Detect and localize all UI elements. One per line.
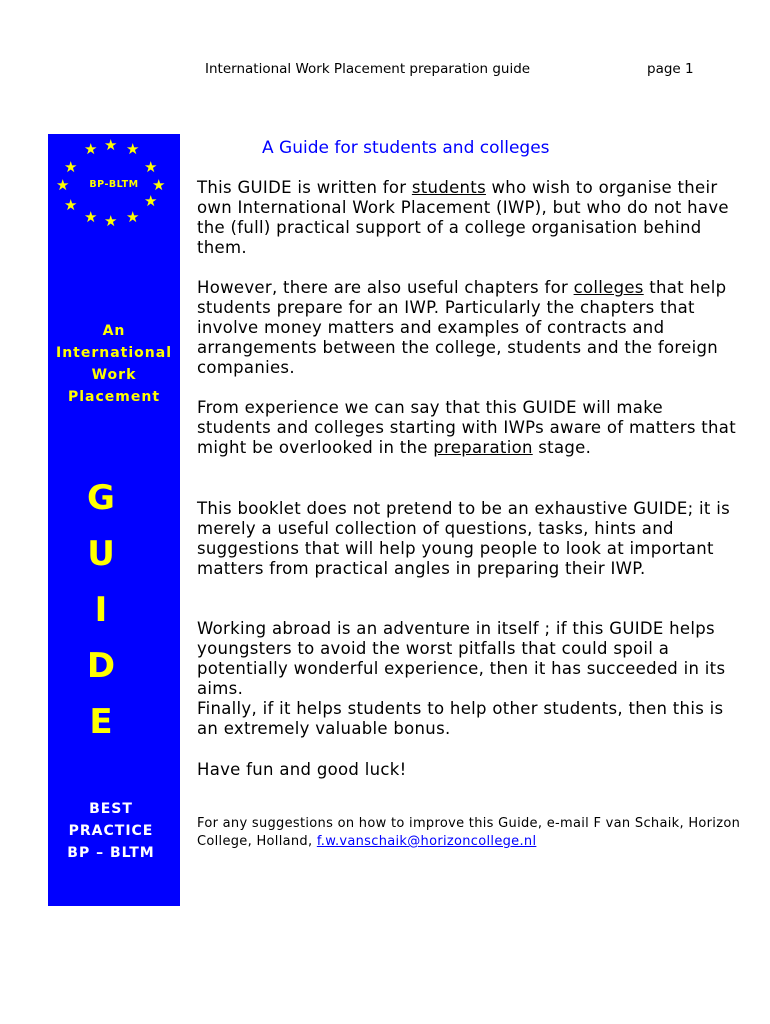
text: This GUIDE is written for [197,178,412,197]
star-icon: ★ [126,208,140,226]
paragraph-closing: Have fun and good luck! [197,760,407,779]
star-icon: ★ [56,176,70,194]
paragraph-experience [197,398,742,458]
footer-line: BP – BLTM [67,845,155,861]
text: that help students prepare for an IWP. Particularly the chapters that involve money matters and examples of contracts and arrangements between the college, students and the foreign companies. [197,278,727,377]
paragraph-colleges [197,278,742,378]
star-icon: ★ [144,192,158,210]
footer-line: BEST [89,801,133,817]
star-icon: ★ [84,140,98,158]
guide-letter: G [87,478,115,518]
guide-letter: U [87,534,115,574]
paragraph-bonus: Finally, if it helps students to help other students, then this is an extremely valuable bonus. [197,699,724,738]
guide-letter: I [94,590,108,630]
star-icon: ★ [64,158,78,176]
subtitle-line: Work [91,367,137,383]
banner-subtitle [48,320,180,408]
star-icon: ★ [64,196,78,214]
emblem-label: BP-BLTM [89,179,139,190]
guide-vertical-title [48,470,154,750]
text: However, there are also useful chapters for [197,278,574,297]
footer-line: PRACTICE [68,823,154,839]
text: From experience we can say that this GUIDE will make students and colleges starting with IWPs aware of matters that might be overlooked in the [197,398,736,457]
paragraph-booklet: This booklet does not pretend to be an exhaustive GUIDE; it is merely a useful collection of questions, tasks, hints and suggestions that will help young people to look at important matters from practical angles in preparing their IWP. [197,499,730,578]
subtitle-line: International [55,345,172,361]
cover-banner [48,134,180,906]
star-icon: ★ [84,208,98,226]
text: who wish to organise their own International Work Placement (IWP), but who do not have the (full) practical support of a college organisation behind them. [197,178,729,257]
page-number: page 1 [647,61,694,77]
star-icon: ★ [126,140,140,158]
header-title: International Work Placement preparation guide [205,61,531,77]
contact-note [197,815,742,851]
subtitle-line: Placement [67,389,161,405]
subtitle-line: An [102,323,126,339]
guide-letter: E [89,702,113,742]
underlined-term: students [411,178,486,197]
text: stage. [532,438,592,457]
star-icon: ★ [104,136,118,154]
guide-letter: D [86,646,116,686]
email-link[interactable]: f.w.vanschaik@horizoncollege.nl [316,834,537,849]
star-icon: ★ [152,176,166,194]
banner-footer [48,798,174,864]
underlined-term: colleges [573,278,644,297]
star-icon: ★ [144,158,158,176]
text: For any suggestions on how to improve this Guide, e-mail F van Schaik, Horizon College, Holland, [197,816,741,849]
underlined-term: preparation [433,438,533,457]
page-title: A Guide for students and colleges [262,138,550,158]
paragraph-adventure: Working abroad is an adventure in itself ; if this GUIDE helps youngsters to avoid the worst pitfalls that could spoil a potentially wonderful experience, then it has succeeded in its aims. [197,619,726,698]
star-icon: ★ [104,212,118,230]
paragraph-intro [197,178,742,258]
